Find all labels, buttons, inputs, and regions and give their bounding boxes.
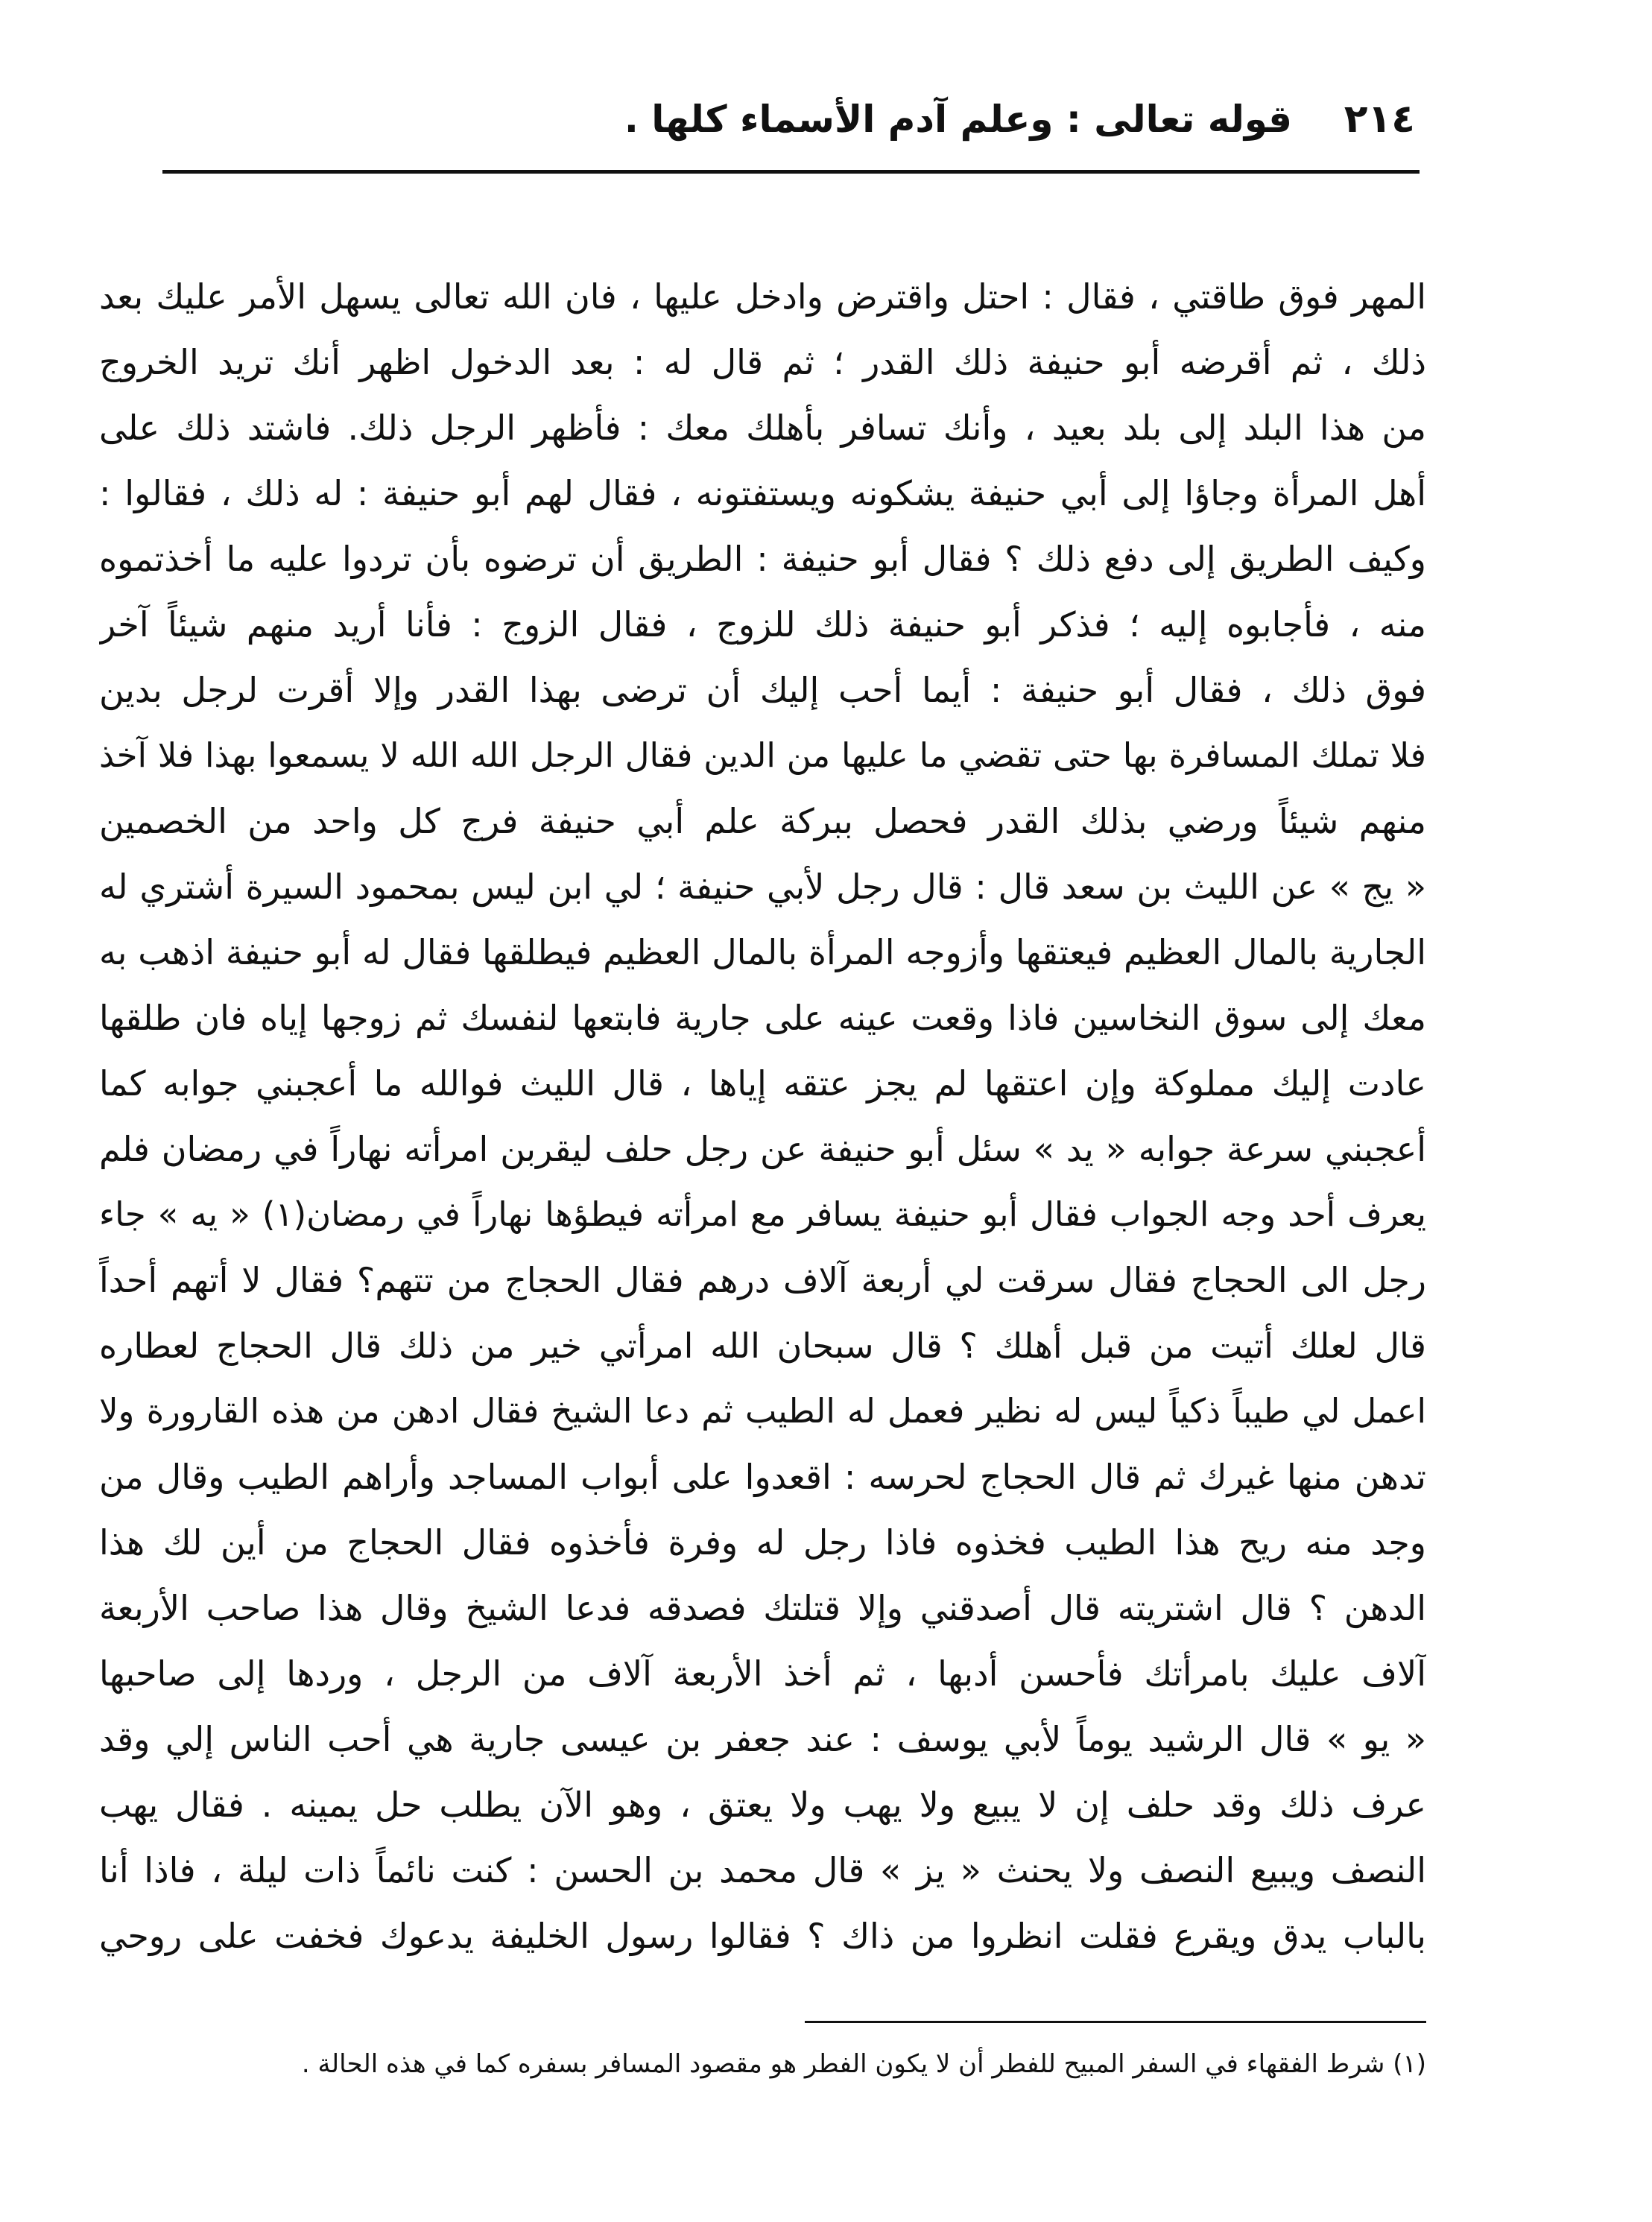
text-line: وجد منه ريح هذا الطيب فخذوه فاذا رجل له وفرة فأخذوه فقال الحجاج من أين لك هذا [99,1522,1426,1563]
text-line: بالباب يدق ويقرع فقلت انظروا من ذاك ؟ فقالوا رسول الخليفة يدعوك فخفت على روحي [99,1916,1426,1956]
text-line: المهر فوق طاقتي ، فقال : احتل واقترض وادخل عليها ، فان الله تعالى يسهل الأمر عليك بعد [99,276,1426,317]
text-line: رجل الى الحجاج فقال سرقت لي أربعة آلاف درهم فقال الحجاج من تتهم؟ فقال لا أتهم أحداً [99,1260,1426,1300]
header-rule [162,170,1420,174]
text-line: « يو » قال الرشيد يوماً لأبي يوسف : عند جعفر بن عيسى جارية هي أحب الناس إلي وقد [99,1719,1426,1759]
text-line: فلا تملك المسافرة بها حتى تقضي ما عليها من الدين فقال الرجل الله الله لا يسمعوا بهذا فلا آخذ [99,735,1426,775]
page-number: ٢١٤ [1344,97,1415,142]
text-line: الدهن ؟ قال اشتريته قال أصدقني وإلا قتلتك فصدقه فدعا الشيخ وقال هذا صاحب الأربعة [99,1588,1426,1628]
text-line: عرف ذلك وقد حلف إن لا يبيع ولا يهب ولا يعتق ، وهو الآن يطلب حل يمينه . فقال يهب [99,1785,1426,1825]
running-title: قوله تعالى : وعلم آدم الأسماء كلها . [624,98,1292,141]
text-line: معك إلى سوق النخاسين فاذا وقعت عينه على جارية فابتعها لنفسك ثم زوجها إياه فان طلقها [99,998,1426,1038]
text-line: منهم شيئاً ورضي بذلك القدر فحصل ببركة علم أبي حنيفة فرج كل واحد من الخصمين [99,801,1426,841]
text-line: آلاف عليك بامرأتك فأحسن أدبها ، ثم أخذ الأربعة آلاف من الرجل ، وردها إلى صاحبها [99,1653,1426,1694]
text-line: « يج » عن الليث بن سعد قال : قال رجل لأبي حنيفة ؛ لي ابن ليس بمحمود السيرة أشتري له [99,867,1426,907]
text-line: وكيف الطريق إلى دفع ذلك ؟ فقال أبو حنيفة : الطريق أن ترضوه بأن تردوا عليه ما أخذتموه [99,539,1426,579]
text-line: فوق ذلك ، فقال أبو حنيفة : أيما أحب إليك أن ترضى بهذا القدر وإلا أقرت لرجل بدين [99,670,1426,710]
text-line: يعرف أحد وجه الجواب فقال أبو حنيفة يسافر مع امرأته فيطؤها نهاراً في رمضان(١) « يه » جاء [99,1194,1426,1234]
text-line: أعجبني سرعة جوابه « يد » سئل أبو حنيفة عن رجل حلف ليقربن امرأته نهاراً في رمضان فلم [99,1129,1426,1169]
body-text [99,264,1426,1969]
footnote-rule [805,2021,1426,2023]
text-line: ذلك ، ثم أقرضه أبو حنيفة ذلك القدر ؛ ثم قال له : بعد الدخول اظهر أنك تريد الخروج [99,342,1426,382]
text-line: اعمل لي طيباً ذكياً ليس له نظير فعمل له الطيب ثم دعا الشيخ فقال ادهن من هذه القارورة ولا [99,1391,1426,1431]
text-line: منه ، فأجابوه إليه ؛ فذكر أبو حنيفة ذلك للزوج ، فقال الزوج : فأنا أريد منهم شيئاً آخر [99,604,1426,645]
text-line: النصف ويبيع النصف ولا يحنث « يز » قال محمد بن الحسن : كنت نائماً ذات ليلة ، فاذا أنا [99,1850,1426,1890]
text-line: الجارية بالمال العظيم فيعتقها وأزوجه المرأة بالمال العظيم فيطلقها فقال له أبو حنيفة اذهب به [99,932,1426,972]
text-line: من هذا البلد إلى بلد بعيد ، وأنك تسافر بأهلك معك : فأظهر الرجل ذلك. فاشتد ذلك على [99,408,1426,448]
footnote-text: (١) شرط الفقهاء في السفر المبيح للفطر أن لا يكون الفطر هو مقصود المسافر بسفره كما في هذه الحالة . [301,2049,1426,2079]
text-line: عادت إليك مملوكة وإن اعتقها لم يجز عتقه إياها ، قال الليث فوالله ما أعجبني جوابه كما [99,1063,1426,1104]
text-line: قال لعلك أتيت من قبل أهلك ؟ قال سبحان الله امرأتي خير من ذلك قال الحجاج لعطاره [99,1326,1426,1366]
text-line: تدهن منها غيرك ثم قال الحجاج لحرسه : اقعدوا على أبواب المساجد وأراهم الطيب وقال من [99,1457,1426,1497]
text-line: أهل المرأة وجاؤا إلى أبي حنيفة يشكونه ويستفتونه ، فقال لهم أبو حنيفة : له ذلك ، فقالوا : [99,473,1426,513]
